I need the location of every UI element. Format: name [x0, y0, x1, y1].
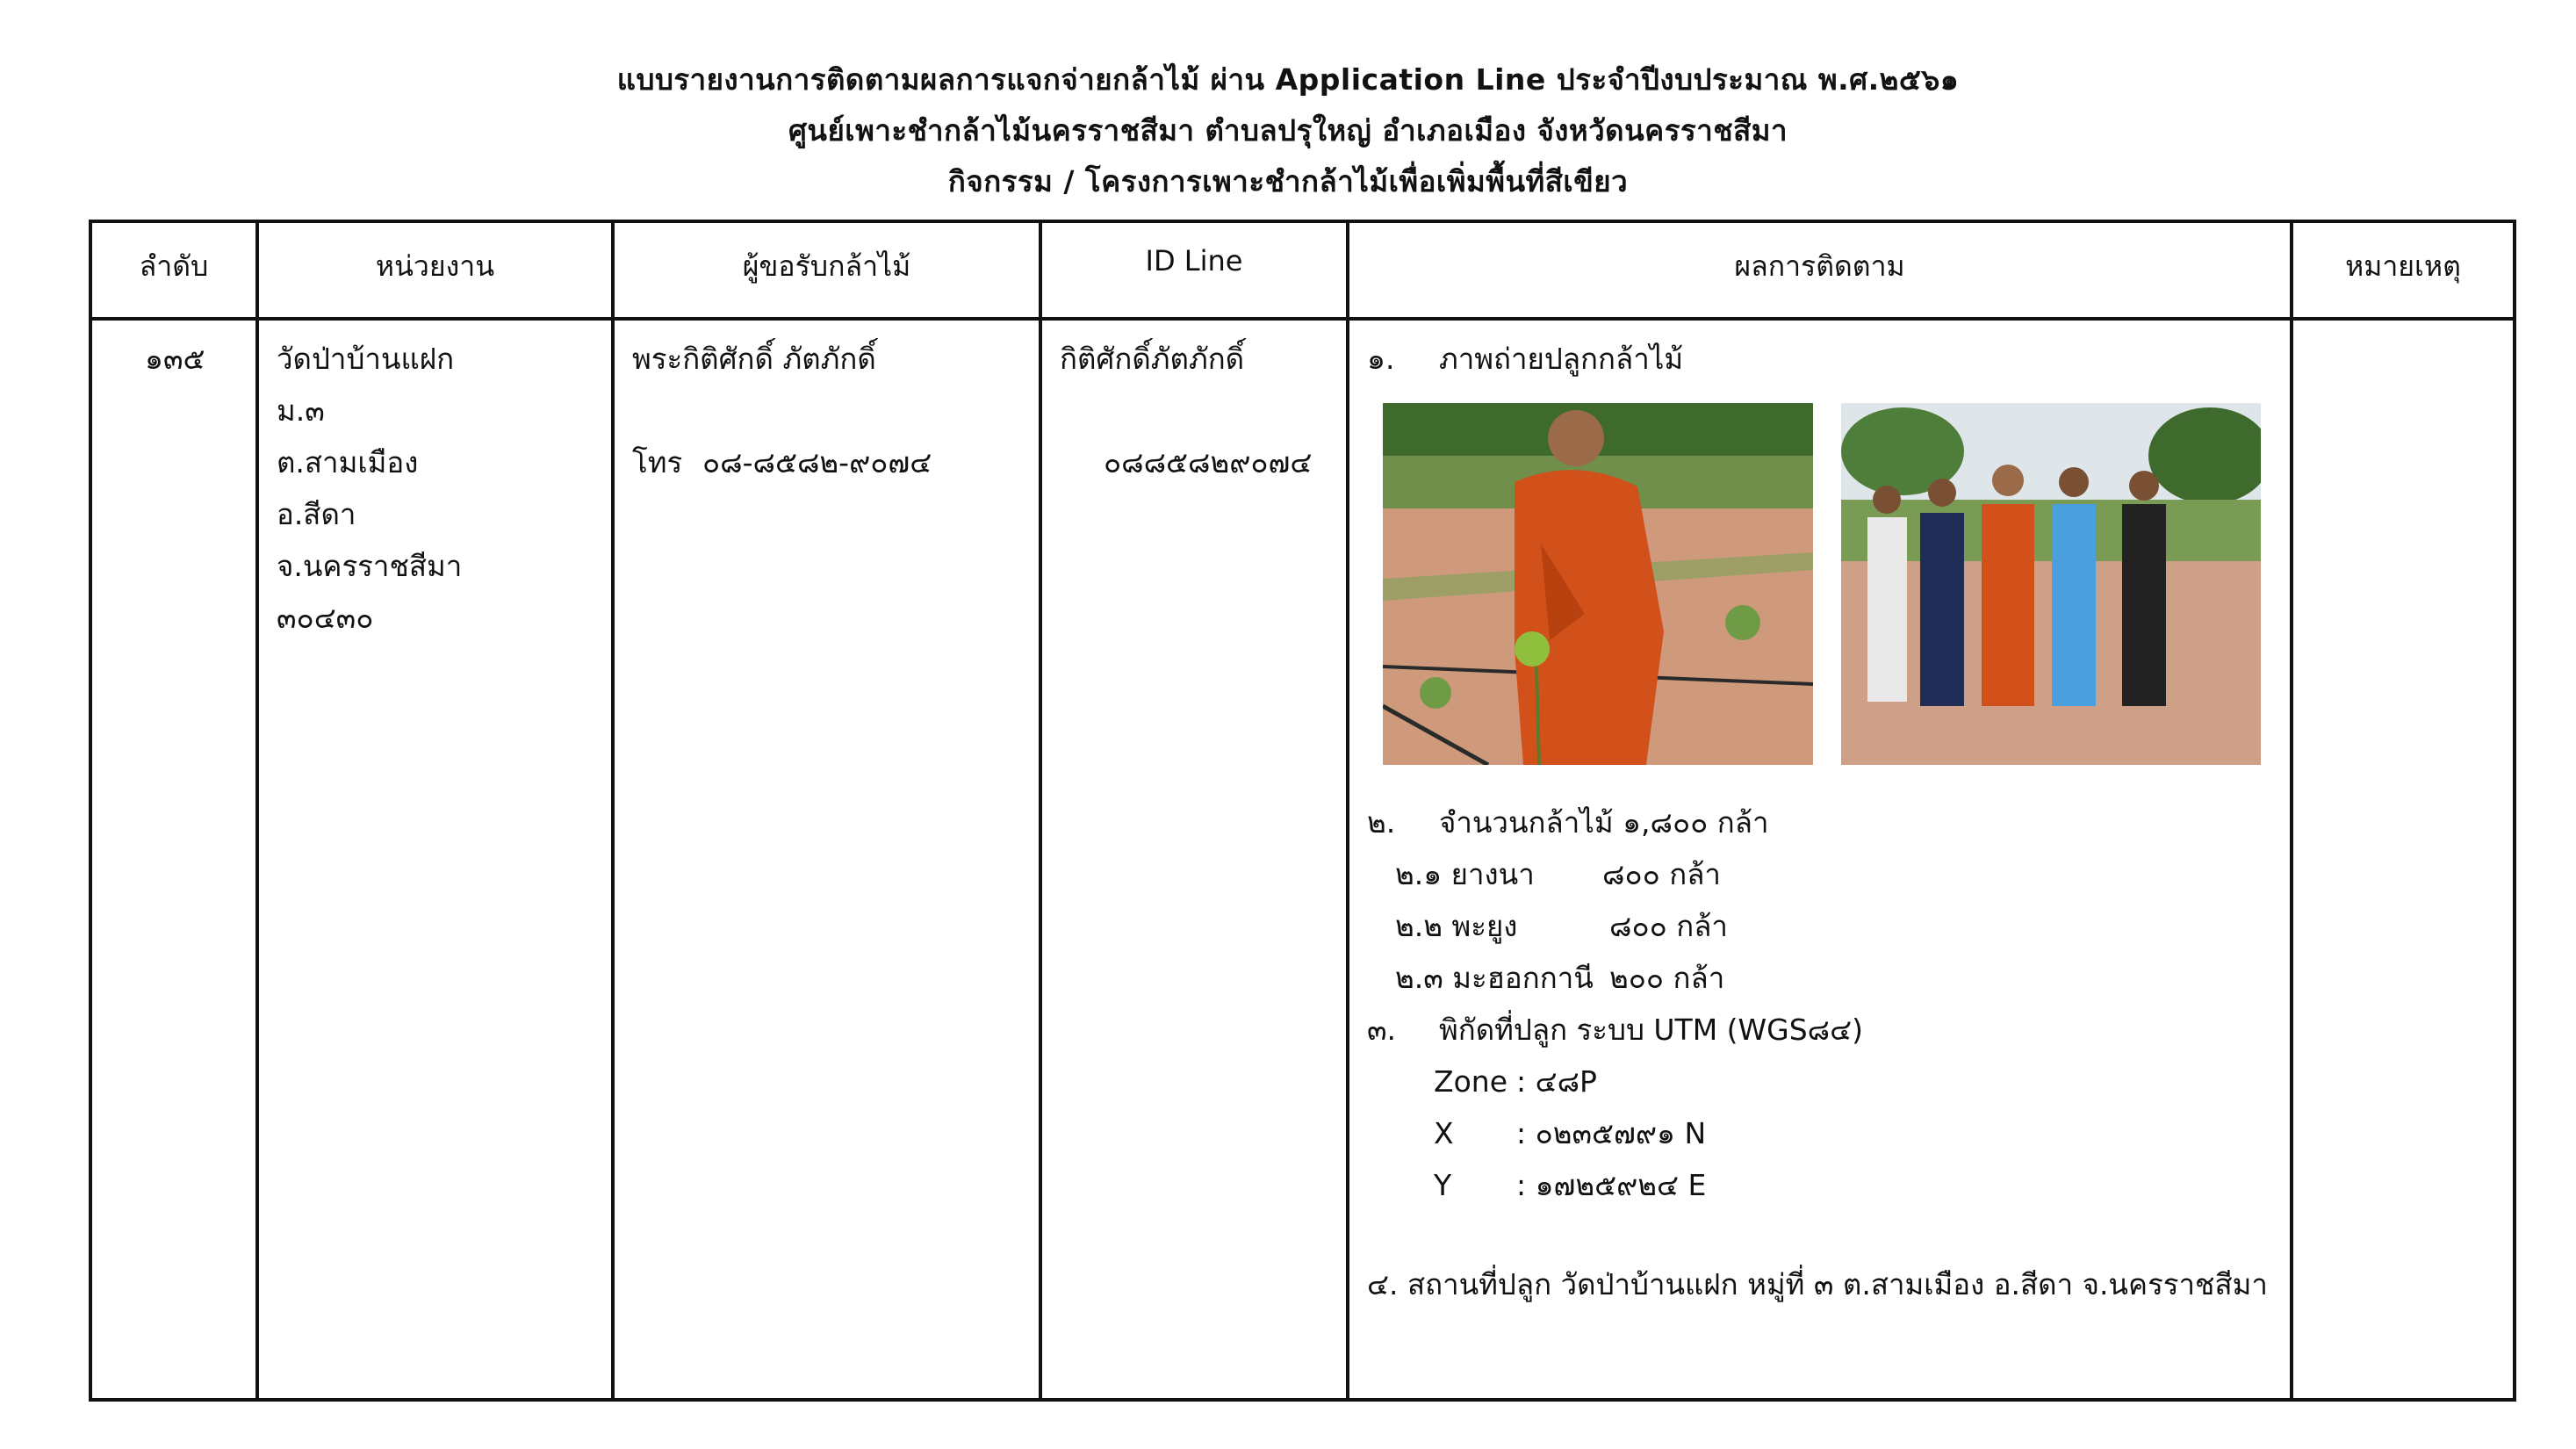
recipient-phone-label: โทร	[632, 445, 683, 479]
cell-result	[1348, 319, 2292, 1400]
result-item1-no: ๑.	[1367, 342, 1395, 376]
report-title: แบบรายงานการติดตามผลการแจกจ่ายกล้าไม้ ผ่าน Application Line ประจำปีงบประมาณ พ.ศ.๒๕๖๑	[616, 62, 1960, 97]
result-item4: ๔. สถานที่ปลูก วัดป่าบ้านแฝก หมู่ที่ ๓ ต.สามเมือง อ.สีดา จ.นครราชสีมา	[1367, 1267, 2268, 1301]
cell-line-id	[1040, 319, 1348, 1400]
cell-recipient	[613, 319, 1040, 1400]
agency-line: อ.สีดา	[277, 497, 356, 531]
col-header-remark: หมายเหตุ	[2292, 221, 2515, 319]
result-item2-text: จำนวนกล้าไม้ ๑,๘๐๐ กล้า	[1439, 805, 1769, 840]
table-row	[90, 319, 2515, 1400]
group-image	[1841, 403, 2261, 765]
cell-no	[90, 319, 257, 1400]
zone-label: Zone	[1434, 1064, 1508, 1099]
recipient-phone: ๐๘-๘๕๘๒-๙๐๗๔	[702, 445, 932, 479]
seedling-species: ๒.๒ พะยูง	[1395, 909, 1518, 943]
y-value: : ๑๗๒๕๙๒๔ E	[1516, 1168, 1707, 1202]
agency-line: จ.นครราชสีมา	[277, 549, 463, 583]
report-table	[89, 220, 2516, 1402]
x-label: X	[1434, 1116, 1454, 1150]
col-header-no: ลำดับ	[90, 221, 257, 319]
group-photo	[1841, 403, 2261, 765]
seedling-species: ๒.๓ มะฮอกกานี	[1395, 961, 1594, 995]
cell-remark	[2292, 319, 2515, 1400]
col-header-recipient: ผู้ขอรับกล้าไม้	[613, 221, 1040, 319]
seedling-qty: ๒๐๐ กล้า	[1609, 961, 1725, 995]
zone-value: : ๔๘P	[1516, 1064, 1597, 1099]
agency-line: ๓๐๔๓๐	[277, 601, 374, 635]
table-header-row	[90, 221, 2515, 319]
result-item2-no: ๒.	[1367, 805, 1396, 840]
report-subtitle-activity: กิจกรรม / โครงการเพาะชำกล้าไม้เพื่อเพิ่มพื้นที่สีเขียว	[947, 164, 1629, 198]
result-item3-no: ๓.	[1367, 1013, 1397, 1047]
x-value: : ๐๒๓๕๗๙๑ N	[1516, 1116, 1707, 1150]
col-header-line-id: ID Line	[1040, 221, 1348, 319]
result-item3-text: พิกัดที่ปลูก ระบบ UTM (WGS๘๔)	[1439, 1013, 1863, 1047]
agency-line: ต.สามเมือง	[277, 445, 419, 479]
seedling-qty: ๘๐๐ กล้า	[1609, 909, 1728, 943]
seedling-qty: ๘๐๐ กล้า	[1602, 857, 1721, 891]
y-label: Y	[1434, 1168, 1452, 1202]
col-header-result: ผลการติดตาม	[1348, 221, 2292, 319]
monk-planting-photo	[1383, 403, 1813, 765]
report-subtitle-center: ศูนย์เพาะชำกล้าไม้นครราชสีมา ตำบลปรุใหญ่ อำเภอเมือง จังหวัดนครราชสีมา	[788, 113, 1788, 148]
agency-line: ม.๓	[277, 393, 325, 428]
row-number: ๑๓๕	[145, 342, 205, 376]
monk-planting-image	[1383, 403, 1813, 765]
line-id-name: กิติศักดิ์ภัตภักดิ์	[1060, 342, 1245, 376]
recipient-name: พระกิติศักดิ์ ภัตภักดิ์	[632, 342, 876, 376]
agency-line: วัดป่าบ้านแฝก	[277, 342, 455, 376]
result-item1-text: ภาพถ่ายปลูกกล้าไม้	[1439, 342, 1684, 376]
cell-agency	[257, 319, 613, 1400]
line-id-number: ๐๘๘๕๘๒๙๐๗๔	[1104, 445, 1313, 479]
seedling-species: ๒.๑ ยางนา	[1395, 857, 1535, 891]
col-header-agency: หน่วยงาน	[257, 221, 613, 319]
